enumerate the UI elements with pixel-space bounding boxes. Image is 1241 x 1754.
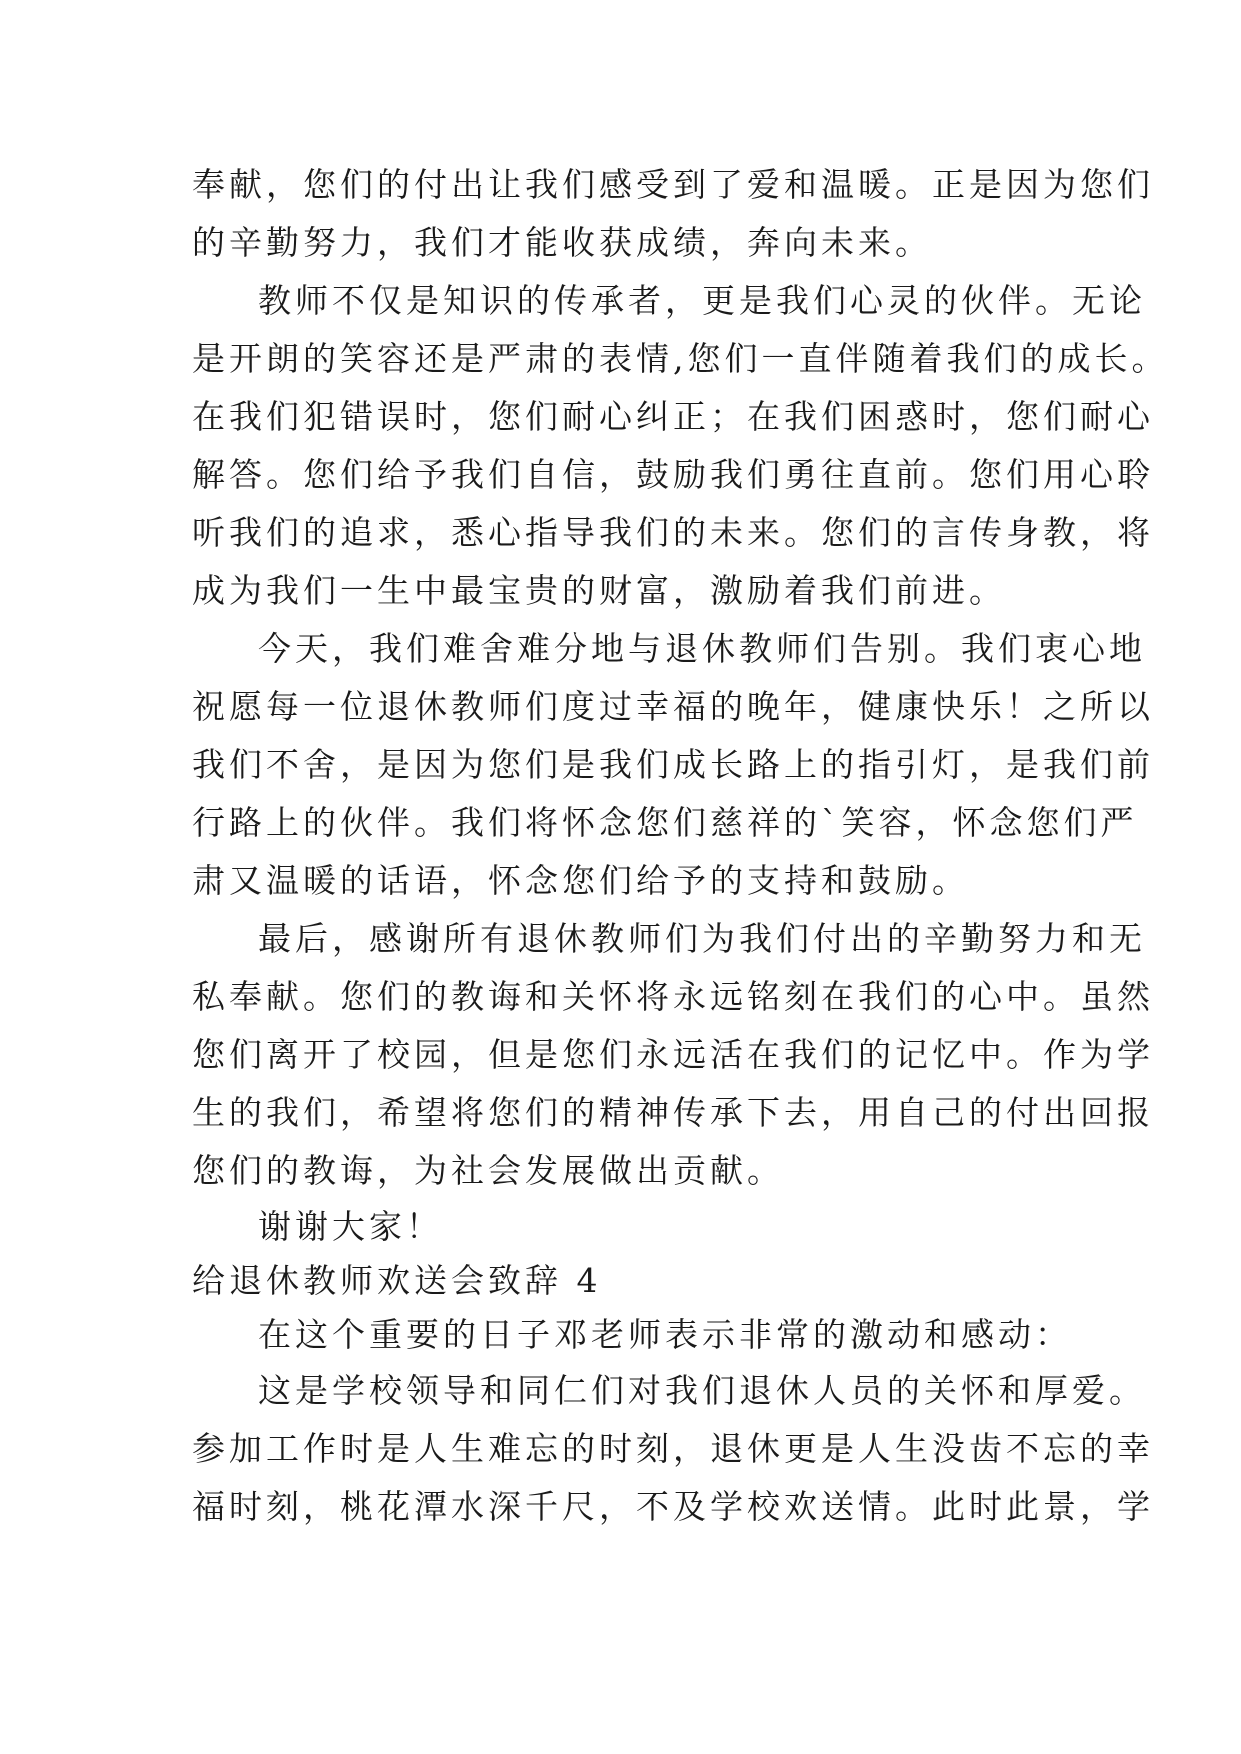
- text-line: 生的我们，希望将您们的精神传承下去，用自己的付出回报: [192, 1093, 1154, 1132]
- text-line: 在我们犯错误时，您们耐心纠正；在我们困惑时，您们耐心: [192, 397, 1154, 436]
- text-line: 祝愿每一位退休教师们度过幸福的晚年，健康快乐！之所以: [192, 687, 1154, 726]
- text-line: 行路上的伙伴。我们将怀念您们慈祥的`笑容，怀念您们严: [192, 803, 1138, 842]
- text-line: 我们不舍，是因为您们是我们成长路上的指引灯，是我们前: [192, 745, 1154, 784]
- text-line: 教师不仅是知识的传承者，更是我们心灵的伙伴。无论: [258, 281, 1146, 320]
- text-line: 最后，感谢所有退休教师们为我们付出的辛勤努力和无: [258, 919, 1146, 958]
- text-line: 谢谢大家！: [258, 1207, 443, 1246]
- text-line: 福时刻，桃花潭水深千尺，不及学校欢送情。此时此景，学: [192, 1487, 1154, 1526]
- text-line: 奉献，您们的付出让我们感受到了爱和温暖。正是因为您们: [192, 165, 1154, 204]
- document-body: [192, 156, 1169, 1536]
- text-line: 是开朗的笑容还是严肃的表情,您们一直伴随着我们的成长。: [192, 339, 1169, 378]
- text-line: 这是学校领导和同仁们对我们退休人员的关怀和厚爱。: [258, 1371, 1146, 1410]
- text-line: 今天，我们难舍难分地与退休教师们告别。我们衷心地: [258, 629, 1146, 668]
- text-line: 您们离开了校园，但是您们永远活在我们的记忆中。作为学: [192, 1035, 1154, 1074]
- text-line: 参加工作时是人生难忘的时刻，退休更是人生没齿不忘的幸: [192, 1429, 1154, 1468]
- text-line: 您们的教诲，为社会发展做出贡献。: [192, 1151, 784, 1190]
- text-line: 的辛勤努力，我们才能收获成绩，奔向未来。: [192, 223, 932, 262]
- section-heading: 给退休教师欢送会致辞 4: [192, 1261, 602, 1300]
- text-line: 成为我们一生中最宝贵的财富，激励着我们前进。: [192, 571, 1006, 610]
- text-line: 私奉献。您们的教诲和关怀将永远铭刻在我们的心中。虽然: [192, 977, 1154, 1016]
- text-line: 解答。您们给予我们自信，鼓励我们勇往直前。您们用心聆: [192, 455, 1154, 494]
- text-line: 听我们的追求，悉心指导我们的未来。您们的言传身教，将: [192, 513, 1154, 552]
- text-line: 肃又温暖的话语，怀念您们给予的支持和鼓励。: [192, 861, 969, 900]
- text-line: 在这个重要的日子邓老师表示非常的激动和感动：: [258, 1315, 1072, 1354]
